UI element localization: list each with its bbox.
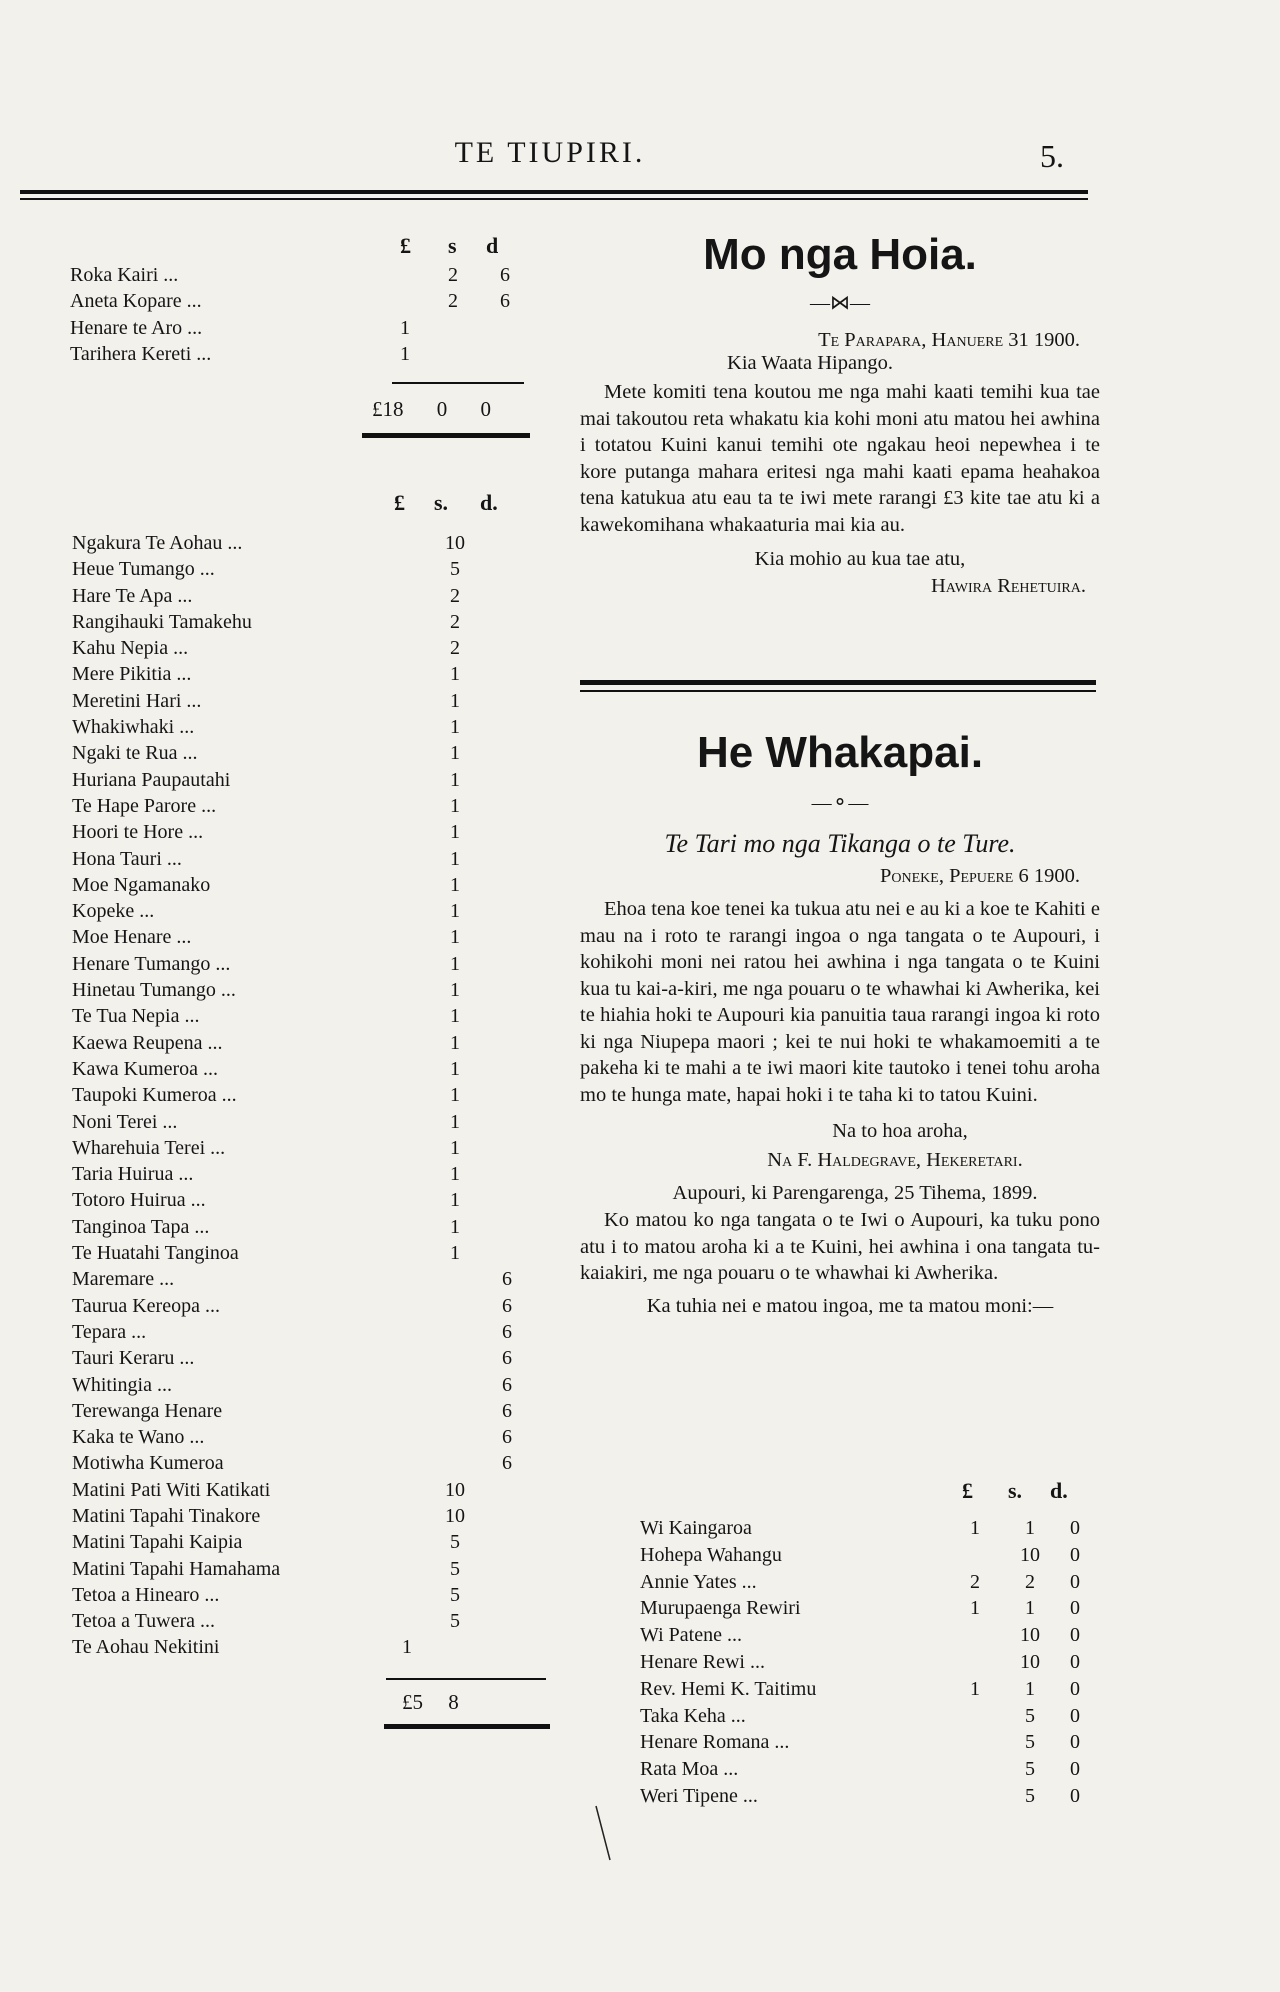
donor-name: Taka Keha ... — [640, 1704, 746, 1727]
article2-dateline2: Aupouri, ki Parengarenga, 25 Tihema, 1899. — [672, 1182, 1038, 1204]
donors-pound-label: £ — [962, 1478, 973, 1503]
shillings-value: 10 — [1020, 1650, 1040, 1673]
article1-body: Mete komiti tena koutou me nga mahi kaati temihi kua tae mai takoutou reta whakatu kia kohi moni atu matou hei awhina i totatou Kuini kanui temihi ote ngakau heoi nepewhea i te kore putanga mahara eritesi nga mahi kaati epama heahakoa tena katukua atu eau ta te iwi mete rarangi £3 kite tae atu ki a kawekomihana whakaaturia mai kia au. — [580, 381, 1100, 536]
pence-value: 0 — [1070, 1677, 1080, 1700]
donor-name: Annie Yates ... — [640, 1570, 757, 1593]
pence-value: 6 — [500, 290, 510, 313]
ornament-scroll-icon: —⚬— — [811, 792, 869, 814]
pence-value: 6 — [502, 1320, 512, 1343]
shillings-value: 1 — [1025, 1677, 1035, 1700]
shillings-value: 2 — [448, 264, 458, 286]
donor-name: Te Aohau Nekitini — [72, 1636, 220, 1659]
article-he-whakapai — [580, 728, 1100, 1318]
pence-value: 0 — [1070, 1624, 1080, 1647]
donor-name: Kopeke ... — [72, 900, 155, 923]
shillings-value: 10 — [445, 532, 465, 554]
pence-value: 6 — [502, 1399, 512, 1422]
pence-value: 0 — [1070, 1597, 1080, 1620]
donor-name: Hohepa Wahangu — [640, 1543, 782, 1566]
donor-name: Rata Moa ... — [640, 1758, 739, 1781]
donor-name: Henare Tumango ... — [72, 952, 231, 975]
article2-dateline: Poneke, Pepuere 6 1900. — [879, 865, 1080, 887]
list2-shilling-label: s. — [434, 490, 449, 515]
pence-value: 0 — [1070, 1784, 1080, 1807]
donor-name: Kaewa Reupena ... — [72, 1031, 223, 1054]
list1-total: £18 0 0 — [372, 397, 491, 421]
donor-name: Kahu Nepia ... — [72, 637, 189, 660]
shillings-value: 5 — [450, 1610, 460, 1633]
donor-name: Taria Huirua ... — [72, 1163, 194, 1186]
shillings-value: 2 — [450, 584, 460, 607]
shillings-value: 5 — [1025, 1784, 1035, 1807]
donor-name: Ngaki te Rua ... — [72, 742, 198, 765]
article2-signature: Na F. Haldegrave, Hekeretari. — [767, 1149, 1023, 1171]
stray-ink-mark — [594, 1804, 614, 1864]
pounds-value: 1 — [970, 1597, 980, 1620]
shillings-value: 5 — [450, 1583, 460, 1606]
shillings-value: 5 — [1025, 1731, 1035, 1754]
shillings-value: 1 — [450, 979, 460, 1002]
donor-name: Murupaenga Rewiri — [640, 1597, 801, 1620]
article1-closing: Kia mohio au kua tae atu, — [754, 548, 966, 570]
shillings-value: 5 — [1025, 1704, 1035, 1727]
shillings-value: 1 — [450, 1110, 460, 1133]
shillings-value: 10 — [445, 1478, 465, 1501]
shillings-value: 1 — [450, 1057, 460, 1080]
pence-value: 0 — [1070, 1543, 1080, 1566]
ornament-divider-icon: —⋈— — [810, 292, 870, 314]
donor-name: Heue Tumango ... — [72, 558, 215, 581]
shillings-value: 2 — [448, 290, 458, 313]
shillings-value: 1 — [1025, 1597, 1035, 1620]
shillings-value: 10 — [1020, 1624, 1040, 1647]
donor-name: Hare Te Apa ... — [72, 584, 193, 607]
list2-pound-label: £ — [394, 490, 405, 515]
donor-name: Hoori te Hore ... — [72, 821, 204, 844]
pounds-value: 1 — [970, 1677, 980, 1700]
donor-name: Te Hape Parore ... — [72, 794, 217, 817]
shillings-value: 2 — [1025, 1570, 1035, 1593]
list2-bottom-rule — [384, 1724, 550, 1729]
pence-value: 0 — [1070, 1758, 1080, 1781]
shillings-value: 1 — [450, 873, 460, 896]
shillings-value: 1 — [450, 952, 460, 975]
shillings-value: 1 — [450, 1005, 460, 1028]
article2-body: Ehoa tena koe tenei ka tukua atu nei e au ki a koe te Kahiti e mau na i roto te rarangi ingoa o nga tangata o te Aupouri, i kohikohi moni nei ratou hei awhina i nga tangata o te Kuini kua tu kai-a-kiri, me nga pouaru o te whawhai ki Awherika, kei te hiahia hoki te Aupouri kia panuitia taua rarangi ingoa ki roto ki nga Niupepa maori ; kei te nui hoki te whakamoemiti a te pakeha ki te mahi a te iwi maori kite tautoko i tenei tohu aroha mo te hunga mate, hapai hoki i te taha ki to tatou Kuini. — [580, 898, 1100, 1106]
pence-value: 6 — [502, 1347, 512, 1370]
donor-name: Wharehuia Terei ... — [72, 1136, 226, 1159]
page-header-title: TE TIUPIRI. — [454, 136, 646, 169]
shillings-value: 1 — [450, 716, 460, 739]
pence-value: 6 — [502, 1294, 512, 1317]
pence-value: 6 — [502, 1373, 512, 1396]
list2-total-rule — [386, 1678, 546, 1680]
article2-subtitle: Te Tari mo nga Tikanga o te Ture. — [664, 829, 1016, 858]
donor-name: Taurua Kereopa ... — [72, 1294, 220, 1317]
pence-value: 0 — [1070, 1704, 1080, 1727]
pounds-value: 1 — [400, 342, 410, 365]
list2-pence-label: d. — [480, 490, 498, 515]
donors-pence-label: d. — [1050, 1478, 1068, 1503]
pounds-value: 1 — [400, 316, 410, 339]
list1-bottom-rule — [362, 433, 530, 438]
donor-name: Meretini Hari ... — [72, 689, 202, 712]
page-number: 5. — [1040, 138, 1064, 174]
article1-signature: Hawira Rehetuira. — [930, 575, 1086, 597]
donor-name: Rev. Hemi K. Taitimu — [640, 1677, 817, 1700]
donor-name: Rangihauki Tamakehu — [72, 610, 252, 633]
shillings-value: 1 — [450, 663, 460, 686]
list1-shilling-label: s — [448, 233, 457, 258]
donor-name: Te Huatahi Tanginoa — [72, 1242, 239, 1265]
shillings-value: 1 — [450, 1189, 460, 1212]
donor-name: Whakiwhaki ... — [72, 716, 195, 739]
article2-closing: Na to hoa aroha, — [832, 1120, 968, 1142]
shillings-value: 1 — [1025, 1517, 1035, 1539]
shillings-value: 1 — [450, 742, 460, 765]
donor-name: Hinetau Tumango ... — [72, 979, 236, 1002]
pence-value: 0 — [1070, 1731, 1080, 1754]
shillings-value: 1 — [450, 768, 460, 791]
shillings-value: 1 — [450, 794, 460, 817]
shillings-value: 1 — [450, 689, 460, 712]
donor-name: Kaka te Wano ... — [72, 1426, 205, 1449]
pence-value: 6 — [502, 1268, 512, 1291]
donor-name: Maremare ... — [72, 1268, 175, 1291]
donor-name: Kawa Kumeroa ... — [72, 1057, 219, 1080]
donor-name: Henare Romana ... — [640, 1731, 790, 1754]
donor-name: Matini Tapahi Hamahama — [72, 1557, 281, 1580]
donor-name: Roka Kairi ... — [70, 264, 179, 286]
donor-name: Matini Tapahi Tinakore — [72, 1504, 261, 1527]
shillings-value: 1 — [450, 847, 460, 870]
donor-name: Wi Patene ... — [640, 1624, 742, 1647]
donor-name: Tauri Keraru ... — [72, 1347, 195, 1370]
shillings-value: 10 — [445, 1504, 465, 1527]
shillings-value: 2 — [450, 637, 460, 660]
donor-name: Mere Pikitia ... — [72, 663, 192, 686]
donor-name: Henare Rewi ... — [640, 1650, 765, 1673]
shillings-value: 1 — [450, 1136, 460, 1159]
donor-name: Tarihera Kereti ... — [70, 342, 212, 365]
list2-total: £5 8 — [402, 1690, 459, 1714]
header-rule-thick — [20, 190, 1088, 194]
donor-name: Wi Kaingaroa — [640, 1517, 752, 1539]
donor-name: Tanginoa Tapa ... — [72, 1215, 210, 1238]
list1-pound-label: £ — [400, 233, 411, 258]
donor-name: Ngakura Te Aohau ... — [72, 532, 243, 554]
shillings-value: 1 — [450, 926, 460, 949]
article-mo-nga-hoia — [580, 230, 1100, 598]
donor-name: Tetoa a Tuwera ... — [72, 1610, 216, 1633]
article2-body2: Ko matou ko nga tangata o te Iwi o Aupouri, ka tuku pono atu i to matou aroha ki a te Kuini, hei awhina i ona tangata tu-kaiakiri, me nga pouaru o te whawhai ki Awherika. — [580, 1209, 1100, 1284]
donor-name: Weri Tipene ... — [640, 1784, 758, 1807]
article2-title: He Whakapai. — [696, 728, 984, 777]
list1-total-rule — [392, 382, 524, 384]
article1-title: Mo nga Hoia. — [703, 230, 977, 279]
article1-dateline: Te Parapara, Hanuere 31 1900. — [818, 329, 1080, 351]
donor-name: Moe Henare ... — [72, 926, 192, 949]
donor-name: Moe Ngamanako — [72, 873, 211, 896]
list1-pence-label: d — [486, 233, 499, 258]
shillings-value: 1 — [450, 1084, 460, 1107]
article1-salutation: Kia Waata Hipango. — [727, 352, 893, 374]
pence-value: 0 — [1070, 1517, 1080, 1539]
donor-name: Henare te Aro ... — [70, 316, 203, 339]
section-rule-thin — [580, 690, 1096, 692]
donor-name: Tetoa a Hinearo ... — [72, 1583, 220, 1606]
shillings-value: 5 — [450, 1557, 460, 1580]
pence-value: 0 — [1070, 1650, 1080, 1673]
pounds-value: 2 — [970, 1570, 980, 1593]
donor-name: Noni Terei ... — [72, 1110, 178, 1133]
section-rule-thick — [580, 680, 1096, 685]
shillings-value: 10 — [1020, 1543, 1040, 1566]
shillings-value: 1 — [450, 1242, 460, 1265]
pence-value: 6 — [502, 1452, 512, 1475]
donor-name: Whitingia ... — [72, 1373, 172, 1396]
donor-name: Terewanga Henare — [72, 1399, 223, 1422]
header-rule-thin — [20, 198, 1088, 200]
shillings-value: 1 — [450, 1031, 460, 1054]
donor-name: Huriana Paupautahi — [72, 768, 231, 791]
pence-value: 6 — [500, 264, 510, 286]
donor-name: Motiwha Kumeroa — [72, 1452, 224, 1475]
donor-name: Te Tua Nepia ... — [72, 1005, 200, 1028]
donor-name: Tepara ... — [72, 1320, 147, 1343]
shillings-value: 1 — [450, 1163, 460, 1186]
donor-name: Matini Pati Witi Katikati — [72, 1478, 271, 1501]
donor-name: Taupoki Kumeroa ... — [72, 1084, 237, 1107]
shillings-value: 2 — [450, 610, 460, 633]
shillings-value: 1 — [450, 1215, 460, 1238]
pence-value: 0 — [1070, 1570, 1080, 1593]
pounds-value: 1 — [402, 1636, 412, 1659]
donor-name: Aneta Kopare ... — [70, 290, 202, 313]
pounds-value: 1 — [970, 1517, 980, 1539]
donor-name: Matini Tapahi Kaipia — [72, 1531, 243, 1554]
shillings-value: 5 — [1025, 1758, 1035, 1781]
shillings-value: 1 — [450, 821, 460, 844]
shillings-value: 1 — [450, 900, 460, 923]
donors-shilling-label: s. — [1008, 1478, 1023, 1503]
donor-name: Hona Tauri ... — [72, 847, 182, 870]
article2-list-intro: Ka tuhia nei e matou ingoa, me ta matou moni:— — [646, 1294, 1054, 1317]
shillings-value: 5 — [450, 1531, 460, 1554]
donor-name: Totoro Huirua ... — [72, 1189, 206, 1212]
shillings-value: 5 — [450, 558, 460, 581]
pence-value: 6 — [502, 1426, 512, 1449]
